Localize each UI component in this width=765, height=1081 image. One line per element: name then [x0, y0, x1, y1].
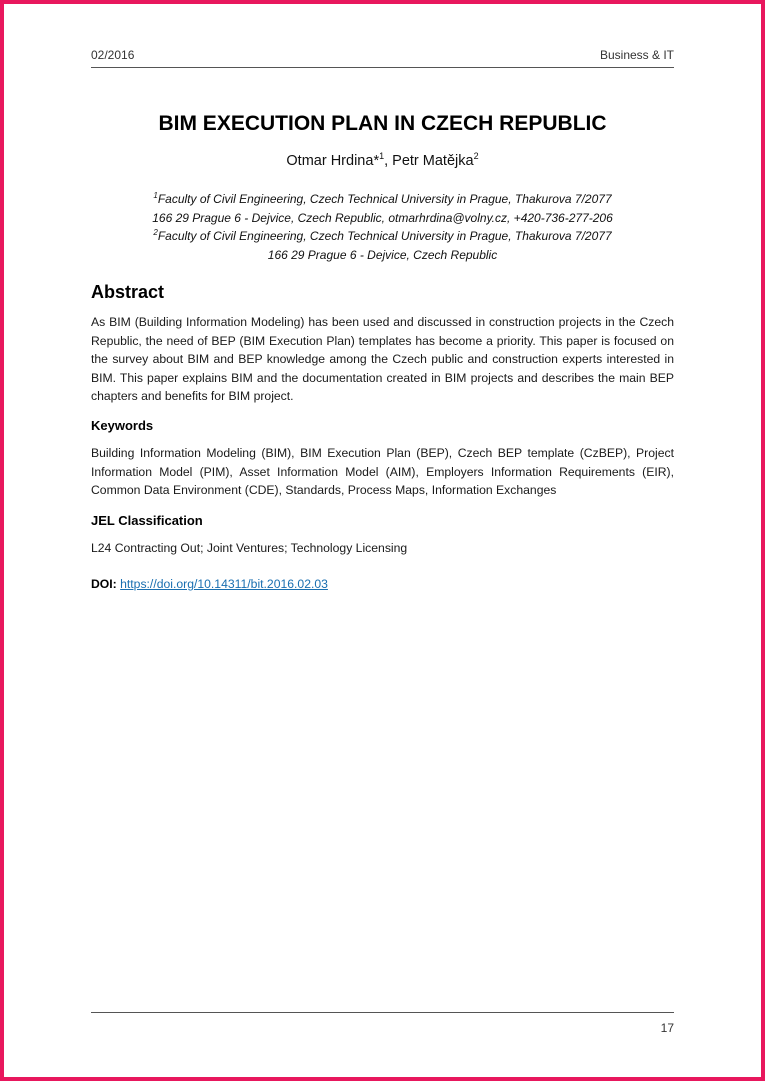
- affiliation-text: Faculty of Civil Engineering, Czech Technical University in Prague, Thakurova 7/2077: [157, 229, 612, 243]
- title-part-small: ZECH: [436, 112, 500, 135]
- affiliation-marker: 1: [153, 191, 158, 200]
- author-line: [91, 153, 674, 169]
- author-name: Otmar Hrdina: [286, 153, 374, 169]
- page-number: 17: [660, 1021, 674, 1035]
- title-part: R: [499, 112, 515, 135]
- paper-title: [91, 112, 674, 136]
- journal-name: Business & IT: [599, 48, 674, 62]
- affiliation-line: [91, 190, 674, 209]
- jel-text: L24 Contracting Out; Joint Ventures; Technology Licensing: [91, 541, 408, 555]
- abstract-text: As BIM (Building Information Modeling) has been used and discussed in construction projects in the Czech Republic, the need of BEP (BIM Execution Plan) templates has become a priority. This paper is focused on the survey about BIM and BEP knowledge among the Czech public and construction experts interested in BIM. This paper explains BIM and the documentation created in BIM projects and describes the main BEP chapters and benefits for BIM project.: [91, 315, 674, 403]
- author-separator: ,: [384, 153, 393, 169]
- doi-link[interactable]: https://doi.org/10.14311/bit.2016.02.03: [120, 577, 328, 591]
- affiliation-text: Faculty of Civil Engineering, Czech Technical University in Prague, Thakurova 7/2077: [157, 192, 612, 206]
- title-part-small: LAN IN: [345, 112, 421, 135]
- affiliation-marker: 2: [473, 151, 479, 162]
- affiliations: [91, 190, 674, 264]
- abstract-heading: Abstract: [91, 282, 165, 302]
- keywords-heading: Keywords: [91, 418, 154, 433]
- keywords-text: Building Information Modeling (BIM), BIM Execution Plan (BEP), Czech BEP template (CzBEP), Project Information Model (PIM), Asset Information Model (AIM), Employers Information Requirements (EIR), Common Data Environment (CDE), Standards, Process Maps, Information Exchanges: [91, 446, 674, 497]
- jel-heading: JEL Classification: [91, 513, 203, 528]
- doi-line: [91, 577, 328, 591]
- footer-rule: [91, 1012, 674, 1013]
- affiliation-marker: 1: [379, 151, 385, 162]
- title-part: P: [331, 112, 346, 135]
- affiliation-line: 166 29 Prague 6 - Dejvice, Czech Republic: [267, 247, 498, 262]
- corresponding-mark: *: [373, 153, 380, 169]
- issue-label: 02/2016: [91, 48, 135, 62]
- title-part: C: [421, 112, 437, 135]
- author-name: Petr Matějka: [392, 153, 474, 169]
- running-header: [91, 46, 674, 68]
- title-part: BIM: [158, 112, 203, 135]
- title-part-small: XECUTION: [216, 112, 332, 135]
- affiliation-line: 166 29 Prague 6 - Dejvice, Czech Republic, otmarhrdina@volny.cz, +420-736-277-206: [152, 210, 613, 225]
- doi-label: DOI:: [91, 577, 117, 591]
- affiliation-marker: 2: [153, 228, 158, 237]
- affiliation-line: [91, 227, 674, 246]
- title-part-small: EPUBLIC: [514, 112, 607, 135]
- title-part: E: [202, 112, 217, 135]
